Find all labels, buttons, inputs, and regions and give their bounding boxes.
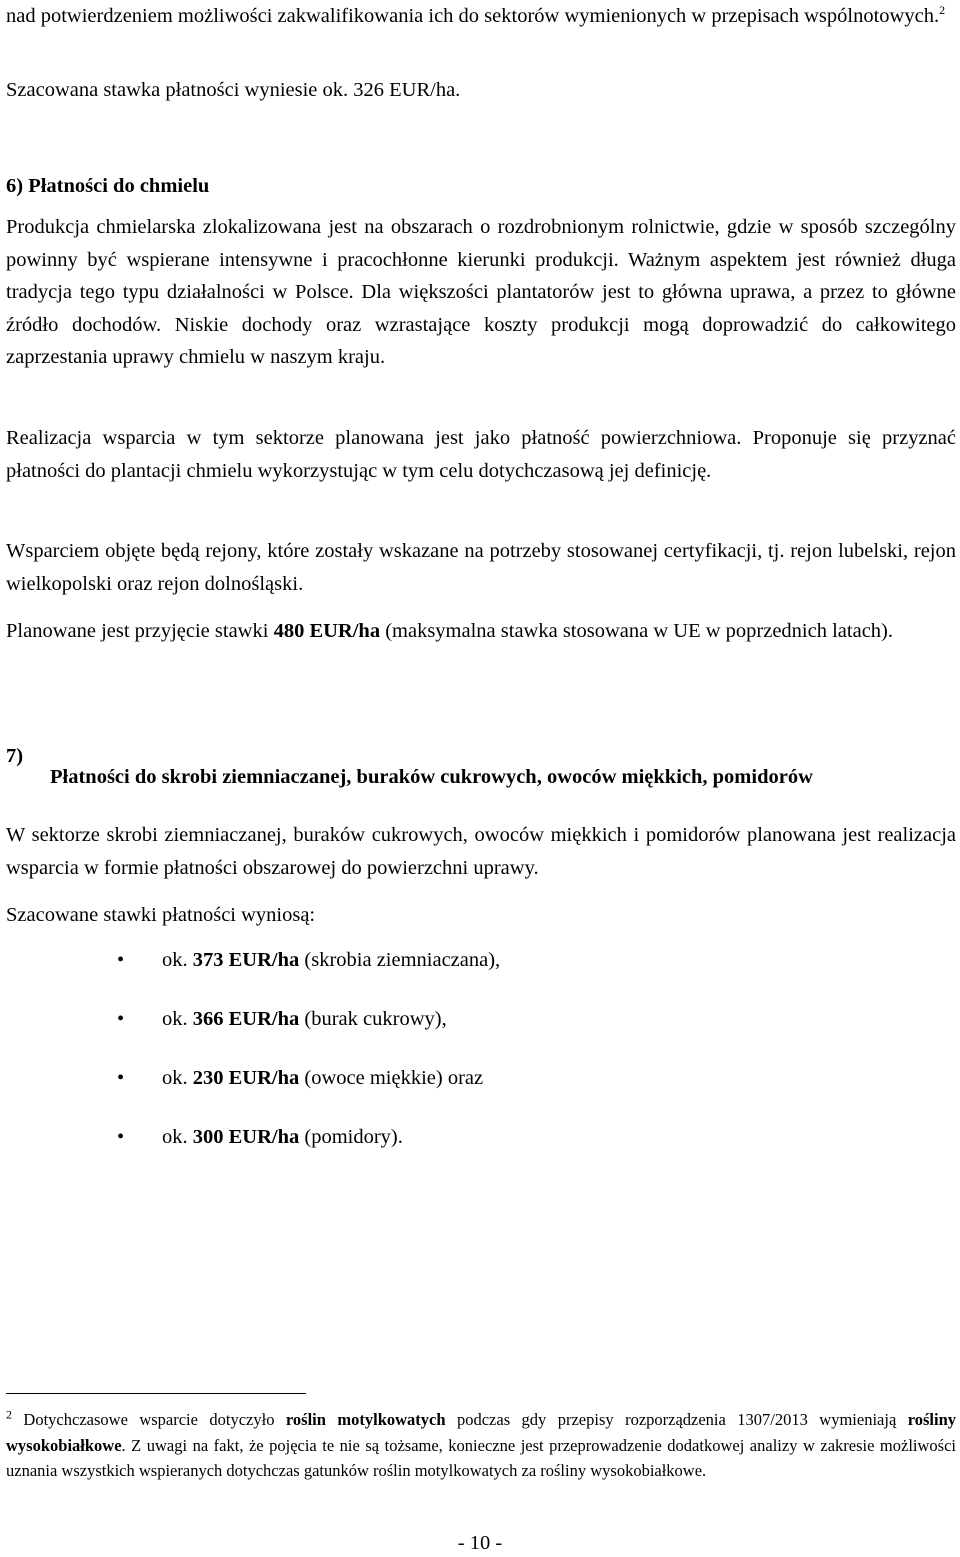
section-6-paragraph-2: Realizacja wsparcia w tym sektorze planowana jest jako płatność powierzchniowa. Proponuje się przyznać płatności do plantacji chmielu wykorzystując w tym celu dotychczasową jej definicję.: [6, 427, 956, 482]
footnote-number: 2: [6, 1407, 12, 1422]
rate-text-before: Planowane jest przyjęcie stawki: [6, 620, 274, 642]
intro-rate-text: Szacowana stawka płatności wyniesie ok. 326 EUR/ha.: [6, 79, 461, 101]
rate-text-after: (maksymalna stawka stosowana w UE w poprzednich latach).: [380, 620, 893, 642]
list-item-text: ok. 366 EUR/ha (burak cukrowy),: [162, 1008, 447, 1030]
list-item-text: ok. 300 EUR/ha (pomidory).: [162, 1126, 403, 1148]
bullet-icon: •: [117, 1008, 125, 1030]
list-item-text: ok. 373 EUR/ha (skrobia ziemniaczana),: [162, 949, 501, 971]
section-6-paragraph-1: Produkcja chmielarska zlokalizowana jest na obszarach o rozdrobnionym rolnictwie, gdzie w sposób szczególny powinny być wspierane intensywne i pracochłonne kierunki produkcji. Ważnym aspektem jest również długa tradycja tego typu działalności w Polsce. Dla większości plantatorów jest to główna uprawa, a przez to główne źródło dochodów. Niskie dochody oraz wzrastające koszty produkcji mogą doprowadzić do całkowitego zaprzestania uprawy chmielu w naszym kraju.: [6, 216, 956, 368]
section-6-heading: 6) Płatności do chmielu: [6, 175, 210, 197]
bullet-icon: •: [117, 1126, 125, 1148]
footnote: $^2$ Dotychczasowe wsparcie dotyczyło roślin motylkowatych podczas gdy przepisy rozporządzenia 1307/2013 wymieniają rośliny wysokobiałkowe. Z uwagi na fakt, że pojęcia te nie są tożsame, konieczne jest przeprowadzenie dodatkowej analizy w zakresie możliwości uznania wszystkich wspieranych dotychczas gatunków roślin motylkowatych za rośliny wysokobiałkowe.: [6, 1407, 956, 1480]
section-7-number: 7): [6, 745, 24, 767]
section-7-paragraph-2: Szacowane stawki płatności wyniosą:: [6, 904, 316, 926]
intro-paragraph: [6, 0, 956, 33]
bullet-icon: •: [117, 949, 125, 971]
list-item-text: ok. 230 EUR/ha (owoce miękkie) oraz: [162, 1067, 484, 1089]
section-7-heading: Płatności do skrobi ziemniaczanej, buraków cukrowych, owoców miękkich, pomidorów: [50, 765, 813, 788]
page-number: - 10 -: [457, 1532, 503, 1554]
list-item: [0, 943, 960, 977]
footnote-reference[interactable]: 2: [939, 3, 946, 18]
rate-value: 480 EUR/ha: [273, 620, 381, 642]
list-item: [0, 1061, 960, 1095]
section-6-paragraph-4: [6, 615, 956, 648]
section-7-paragraph-1: W sektorze skrobi ziemniaczanej, buraków cukrowych, owoców miękkich i pomidorów planowana jest realizacja wsparcia w formie płatności obszarowej do powierzchni uprawy.: [6, 824, 956, 879]
bullet-icon: •: [117, 1067, 125, 1089]
list-item: [0, 1002, 960, 1036]
footnote-separator: [6, 1393, 306, 1394]
section-6-paragraph-3: Wsparciem objęte będą rejony, które zostały wskazane na potrzeby stosowanej certyfikacji, tj. rejon lubelski, rejon wielkopolski oraz rejon dolnośląski.: [6, 540, 956, 595]
intro-text: nad potwierdzeniem możliwości zakwalifikowania ich do sektorów wymienionych w przepisach wspólnotowych.: [6, 5, 940, 27]
list-item: [0, 1120, 960, 1154]
